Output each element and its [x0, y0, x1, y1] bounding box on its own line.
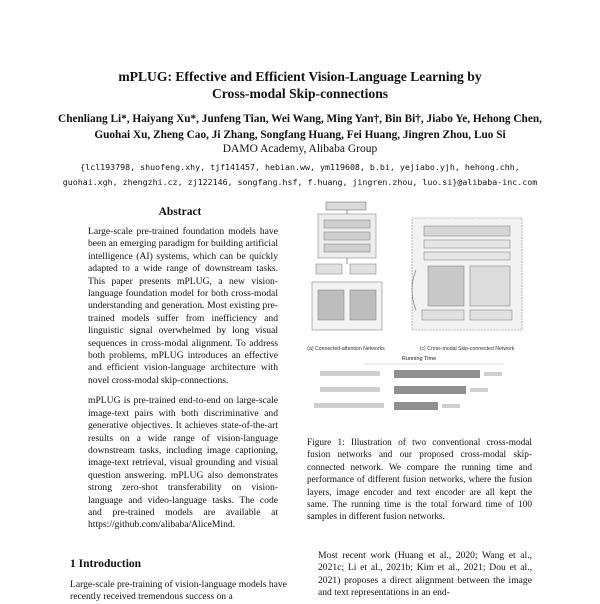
- abstract-body: [88, 226, 278, 540]
- bar-skip-connected: [394, 402, 438, 410]
- abstract-paragraph-1: Large-scale pre-trained foundation models have been an emerging paradigm for building artificial intelligence (AI) systems, which can be quickly adapted to a wide range of downstream tasks. This paper presents mPLUG, a new vision-language foundation model for both cross-modal understanding and generation. Most existing pre-trained models suffer from inefficiency and linguistic signal overwhelmed by long visual sequences in cross-modal alignment. To address both problems, mPLUG introduces an effective and efficient vision-language architecture with novel cross-modal skip-connections.: [88, 226, 278, 386]
- emails-line-1: {lcl193798, shuofeng.xhy, tjf141457, hebian.ww, ym119608, b.bi, yejiabo.yjh, hehong.chh,: [80, 162, 520, 172]
- bar-connected-attention: [394, 370, 480, 378]
- figure-1-caption: Figure 1: Illustration of two conventional cross-modal fusion networks and our proposed cross-modal skip-connected network. We compare the running time and performance of different fusion networks, where the fusion layers, image encoder and text encoder are all kept the same. The running time is the total forward time of 100 samples in different fusion networks.: [307, 438, 532, 523]
- title-line-2: Cross-modal Skip-connections: [211, 86, 389, 101]
- text-encoder: [350, 264, 376, 274]
- fusion-block: [326, 202, 366, 210]
- figure-1-diagram: [304, 200, 534, 428]
- section-heading-introduction: 1 Introduction: [70, 558, 142, 570]
- authors-line-1: Chenliang Li*, Haiyang Xu*, Junfeng Tian, Wei Wang, Ming Yan†, Bin Bi†, Jiabo Ye, Hehong Chen,: [58, 113, 542, 125]
- paper-title: [0, 68, 600, 102]
- title-line-1: mPLUG: Effective and Efficient Vision-Language Learning by: [118, 69, 482, 84]
- right-column-text: Most recent work (Huang et al., 2020; Wang et al., 2021c; Li et al., 2021b; Kim et al., 2021; Dou et al., 2021) proposes a direct alignment between the image and text representations in an end-: [318, 550, 532, 599]
- emails-line-2: guohai.xgh, zhengzhi.cz, zj122146, songfang.hsf, f.huang, jingren.zhou, luo.si}@alibaba-inc.com: [62, 177, 538, 187]
- figure-label-a: (a) Connected-attention Networks: [307, 346, 385, 352]
- introduction-text: Large-scale pre-training of vision-language models have recently received tremendous success on a: [70, 579, 287, 603]
- bar-co-attention: [394, 386, 466, 394]
- figure-label-c: (c) Cross-modal Skip-connected Network: [419, 346, 515, 352]
- asymmetric-layers: [428, 266, 464, 306]
- authors-line-2: Guohai Xu, Zheng Cao, Ji Zhang, Songfang Huang, Fei Huang, Jingren Zhou, Luo Si: [94, 129, 506, 141]
- abstract-heading: Abstract: [158, 206, 202, 218]
- image-encoder: [316, 264, 342, 274]
- affiliation: DAMO Academy, Alibaba Group: [222, 143, 378, 155]
- author-list: [20, 111, 580, 143]
- email-list: [20, 160, 580, 190]
- figure-1: [304, 200, 534, 428]
- chart-title: Running Time: [401, 356, 437, 362]
- abstract-paragraph-2: mPLUG is pre-trained end-to-end on large-scale image-text pairs with both discriminative and generative objectives. It achieves state-of-the-art results on a wide range of vision-language downstream tasks, including image captioning, image-text retrieval, visual grounding and visual question answering. mPLUG also demonstrates strong zero-shot transferability on vision-language and video-language tasks. The code and pre-trained models are available at https://github.com/alibaba/AliceMind.: [88, 395, 278, 531]
